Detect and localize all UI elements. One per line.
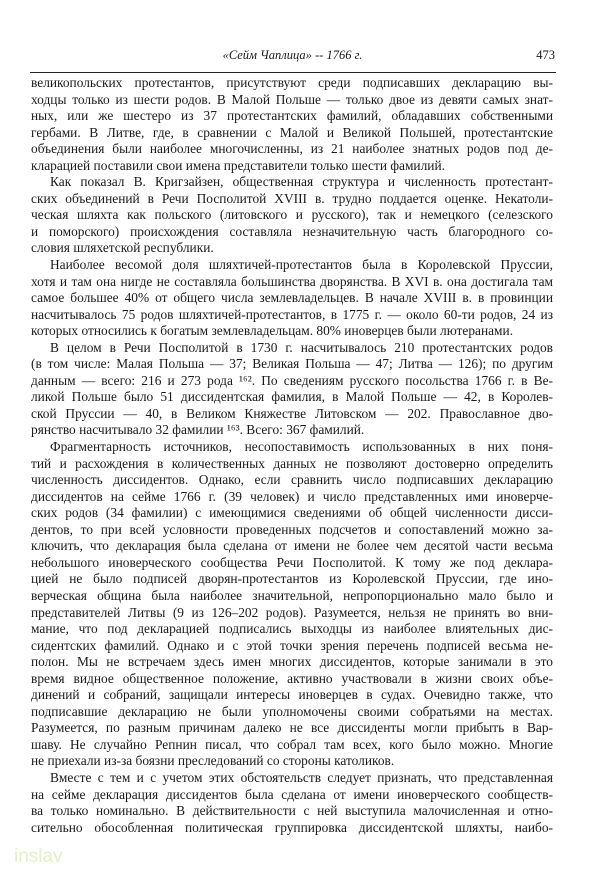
paragraph: [31, 174, 553, 257]
text-line: и поморского) происхождения составляла незначительную часть благородного со-: [31, 223, 553, 239]
text-line: ва только номинально. В действительности с ней выступила малочисленная и отно-: [31, 803, 553, 819]
text-line: верческая община была наиболее значительной, непропорционально мало было и: [31, 587, 553, 603]
text-line: ских родов (34 фамилии) с имеющимися сведениями об общей численности дисси-: [31, 505, 553, 521]
text-line: (в том числе: Малая Польша — 37; Великая Польша — 47; Литва — 126); по другим: [31, 356, 553, 372]
running-title: «Сейм Чаплица» -- 1766 г.: [222, 48, 363, 62]
text-line: словия шляхетской республики.: [31, 240, 214, 256]
text-line: динений и собраний, защищали интересы иноверцев в судах. Очевидно также, что: [31, 687, 553, 703]
text-line: полон. Мы не встречаем здесь имен многих диссидентов, которые занимали в это: [31, 654, 553, 670]
text-line: кларацией поставили свои имена представители только шести фамилий.: [31, 157, 445, 173]
text-line: ходцы только из шести родов. В Малой Польше — только двое из девяти самых знат-: [31, 91, 553, 107]
text-line: данным — всего: 216 и 273 рода ¹⁶². По сведениям русского посольства 1766 г. в Ве-: [31, 372, 553, 388]
watermark: inslav: [14, 846, 63, 867]
text-line: насчитывалось 75 родов шляхтичей-протестантов, в 1775 г. — около 60-ти родов, 24 из: [31, 306, 553, 322]
text-line: численность диссидентов. Однако, если сравнить число подписавших декларацию: [31, 472, 553, 488]
text-line: диссидентов на сейме 1766 г. (39 человек) и число представленных ими иноверче-: [31, 488, 553, 504]
text-line: Как показал В. Кригзайзен, общественная структура и численность протестант-: [50, 174, 553, 190]
paragraph: [31, 257, 553, 340]
body-text: [31, 75, 553, 836]
text-line: ских объединений в Речи Посполитой XVIII в. трудно поддается оценке. Некатоли-: [31, 190, 553, 206]
text-line: на сейме декларация диссидентов была сделана от имени иноверческого сообществ-: [31, 786, 553, 802]
header-rule: [30, 72, 556, 73]
text-line: Вместе с тем и с учетом этих обстоятельств следует признать, что представленная: [50, 769, 553, 785]
text-line: тий и расхождения в количественных данных не позволяют достоверно определить: [31, 455, 553, 471]
text-line: мание, что под декларацией подписались выходцы из наиболее влиятельных дис-: [31, 621, 553, 637]
text-line: ных, или же шестеро из 37 протестантских фамилий, обладавших собственными: [31, 108, 553, 124]
text-line: рянство насчитывало 32 фамилии ¹⁶³. Всего: 367 фамилий.: [31, 422, 365, 438]
text-line: цией не было подписей дворян-протестантов из Королевской Пруссии, где ино-: [31, 571, 553, 587]
text-line: время видное общественное положение, активно участвовали в жизни своих объе-: [31, 670, 553, 686]
text-line: великопольских протестантов, присутствуют среди подписавших декларацию вы-: [31, 75, 553, 90]
text-line: небольшого иноверческого сообщества Речи Посполитой. К тому же под деклара-: [31, 554, 553, 570]
text-line: ческая шляхта как польского (литовского и русского), так и немецкого (селезского: [31, 207, 553, 223]
paragraph: [31, 770, 553, 836]
paragraph: [31, 75, 553, 174]
text-line: представителей Литвы (9 из 126–202 родов). Разумеется, нельзя не принять во вни-: [31, 604, 553, 620]
text-line: сидентских фамилий. Однако и с этой точки зрения перечень подписей весьма не-: [31, 637, 553, 653]
text-line: самое большее 40% от общего числа землевладельцев. В начале XVIII в. в провинции: [31, 290, 553, 306]
text-line: Разумеется, по разным причинам далеко не все диссиденты могли прибыть в Вар-: [31, 720, 553, 736]
text-line: сительно обособленная политическая группировка диссидентской шляхты, наибо-: [31, 819, 553, 835]
text-line: Наиболее весомой доля шляхтичей-протестантов была в Королевской Пруссии,: [50, 257, 553, 273]
text-line: ликой Польше было 51 диссидентская фамилия, в Малой Польше — 42, в Королев-: [31, 389, 553, 405]
text-line: которых относились к богатым землевладельцам. 80% иноверцев были лютеранами.: [31, 323, 514, 339]
text-line: не приехали из-за боязни преследований со стороны католиков.: [31, 753, 395, 769]
paragraph: [31, 439, 553, 770]
text-line: Фрагментарность источников, несопоставимость использованных в них поня-: [50, 439, 553, 455]
text-line: дентов, то при всей условности проведенных подсчетов и сопоставлений можно за-: [31, 521, 553, 537]
text-line: хотя и там она нигде не составляла большинства дворянства. В XVI в. она достигала там: [31, 273, 553, 289]
text-line: объединения были наиболее многочисленны, из 21 наиболее знатных родов под де-: [31, 141, 553, 157]
text-line: ской Пруссии — 40, в Великом Княжестве Литовском — 202. Православное дво-: [31, 405, 553, 421]
text-line: подписавшие декларацию не были уполномочены своими собратьями на местах.: [31, 703, 553, 719]
paragraph: [31, 340, 553, 439]
text-line: В целом в Речи Посполитой в 1730 г. насчитывалось 210 протестантских родов: [50, 339, 553, 355]
page-number: 473: [536, 48, 555, 62]
text-line: шаву. Не случайно Репнин писал, что собрал там всех, кого было можно. Многие: [31, 736, 553, 752]
text-line: гербами. В Литве, где, в сравнении с Малой и Великой Польшей, протестантские: [31, 124, 553, 140]
text-line: ключить, что декларация была сделана от имени не более чем десятой части весьма: [31, 538, 553, 554]
running-head: [30, 48, 555, 66]
